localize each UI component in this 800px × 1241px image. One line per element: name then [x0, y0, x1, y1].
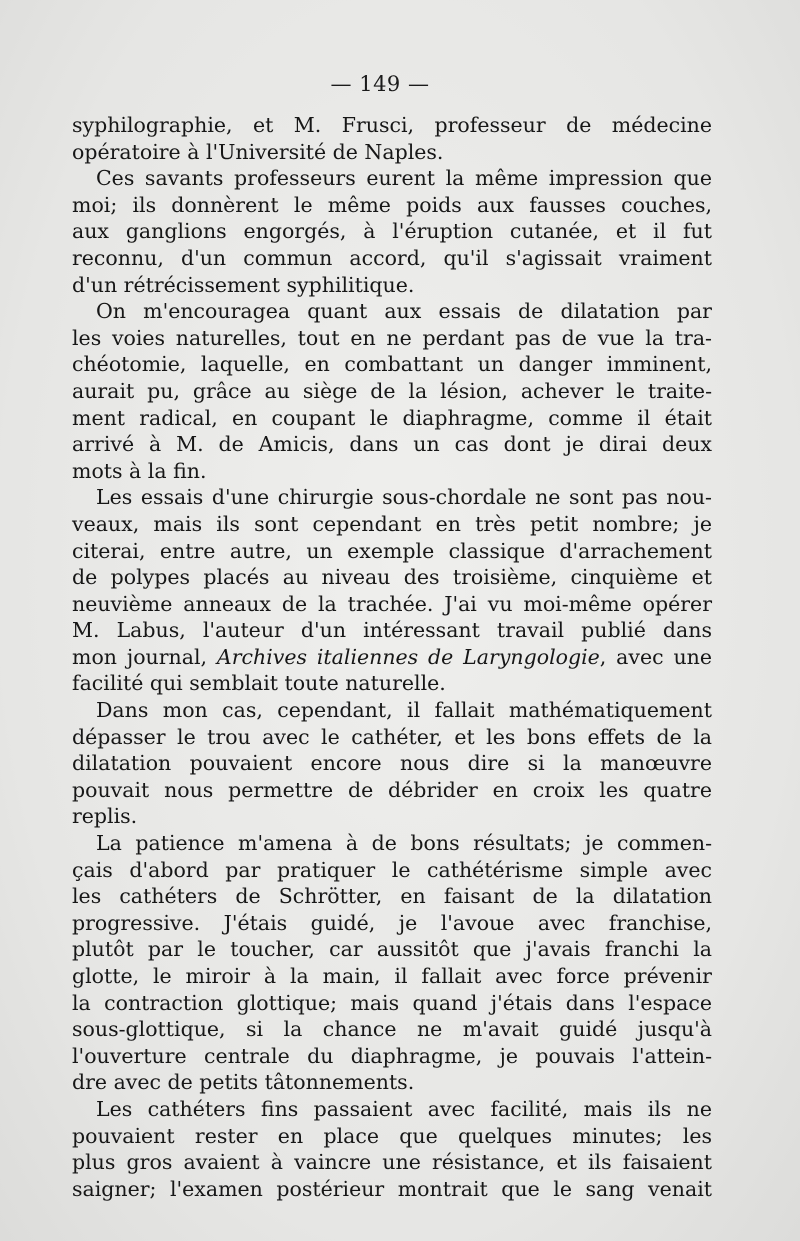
text-line: syphilographie, et M. Frusci, professeur de médecine: [72, 113, 712, 137]
text-line: Ces savants professeurs eurent la même impression que: [96, 166, 712, 191]
text-line: dre avec de petits tâtonnements.: [72, 1070, 415, 1095]
text-line: reconnu, d'un commun accord, qu'il s'agissait vraiment: [72, 245, 712, 270]
paragraph: [72, 1096, 712, 1202]
paragraph: [72, 697, 712, 830]
text-line: progressive. J'étais guidé, je l'avoue avec franchise,: [72, 910, 712, 935]
body-text: [72, 112, 712, 1202]
text-line: aux ganglions engorgés, à l'éruption cutanée, et il fut: [72, 219, 712, 244]
text-line: saigner; l'examen postérieur montrait que le sang venait: [72, 1176, 712, 1201]
text-line: mon journal, Archives italiennes de Laryngologie, avec une: [72, 644, 712, 669]
paragraph: [72, 830, 712, 1096]
text-line: plutôt par le toucher, car aussitôt que j'avais franchi la: [72, 937, 712, 962]
text-line: ment radical, en coupant le diaphragme, comme il était: [72, 405, 712, 430]
text-line: moi; ils donnèrent le même poids aux fausses couches,: [72, 192, 712, 217]
paragraph: [72, 165, 712, 298]
text-line: On m'encouragea quant aux essais de dilatation par: [96, 299, 712, 324]
text-line: dilatation pouvaient encore nous dire si la manœuvre: [72, 751, 712, 776]
text-line: facilité qui semblait toute naturelle.: [72, 671, 446, 696]
text-line: La patience m'amena à de bons résultats; je commen-: [96, 831, 712, 856]
text-line: Les essais d'une chirurgie sous-chordale ne sont pas nou-: [96, 485, 712, 510]
paragraph: [72, 298, 712, 484]
page-number: — 149 —: [330, 72, 430, 96]
text-line: M. Labus, l'auteur d'un intéressant travail publié dans: [72, 618, 712, 643]
text-line: l'ouverture centrale du diaphragme, je pouvais l'attein-: [72, 1043, 712, 1068]
text-line: chéotomie, laquelle, en combattant un danger imminent,: [72, 352, 712, 377]
text-line: dépasser le trou avec le cathéter, et les bons effets de la: [72, 724, 712, 749]
journal-title: Archives italiennes de Laryngologie: [216, 644, 600, 669]
text-line: neuvième anneaux de la trachée. J'ai vu moi-même opérer: [72, 591, 712, 616]
text-line: Dans mon cas, cependant, il fallait mathématiquement: [96, 698, 712, 723]
text-line: de polypes placés au niveau des troisième, cinquième et: [72, 565, 712, 590]
text-line: mots à la fin.: [72, 458, 207, 483]
text-line: çais d'abord par pratiquer le cathétérisme simple avec: [72, 857, 712, 882]
text-line: veaux, mais ils sont cependant en très petit nombre; je: [72, 511, 712, 536]
text-line: d'un rétrécissement syphilitique.: [72, 272, 415, 297]
text-line: Les cathéters fins passaient avec facilité, mais ils ne: [96, 1096, 712, 1121]
text-line: citerai, entre autre, un exemple classique d'arrachement: [72, 538, 712, 563]
text-line: arrivé à M. de Amicis, dans un cas dont je dirai deux: [72, 432, 712, 457]
text-line: opératoire à l'Université de Naples.: [72, 139, 444, 164]
paragraph: [72, 484, 712, 697]
text-line: replis.: [72, 804, 138, 829]
text-line: la contraction glottique; mais quand j'étais dans l'espace: [72, 990, 712, 1015]
text-line: les voies naturelles, tout en ne perdant pas de vue la tra-: [72, 325, 712, 350]
text-line: aurait pu, grâce au siège de la lésion, achever le traite-: [72, 378, 712, 403]
text-line: pouvaient rester en place que quelques minutes; les: [72, 1123, 712, 1148]
text-line: les cathéters de Schrötter, en faisant de la dilatation: [72, 884, 712, 909]
paragraph: [72, 112, 712, 165]
text-line: sous-glottique, si la chance ne m'avait guidé jusqu'à: [72, 1017, 712, 1042]
text-line: glotte, le miroir à la main, il fallait avec force prévenir: [72, 964, 712, 988]
text-line: plus gros avaient à vaincre une résistance, et ils faisaient: [72, 1150, 712, 1175]
text-line: pouvait nous permettre de débrider en croix les quatre: [72, 777, 712, 802]
